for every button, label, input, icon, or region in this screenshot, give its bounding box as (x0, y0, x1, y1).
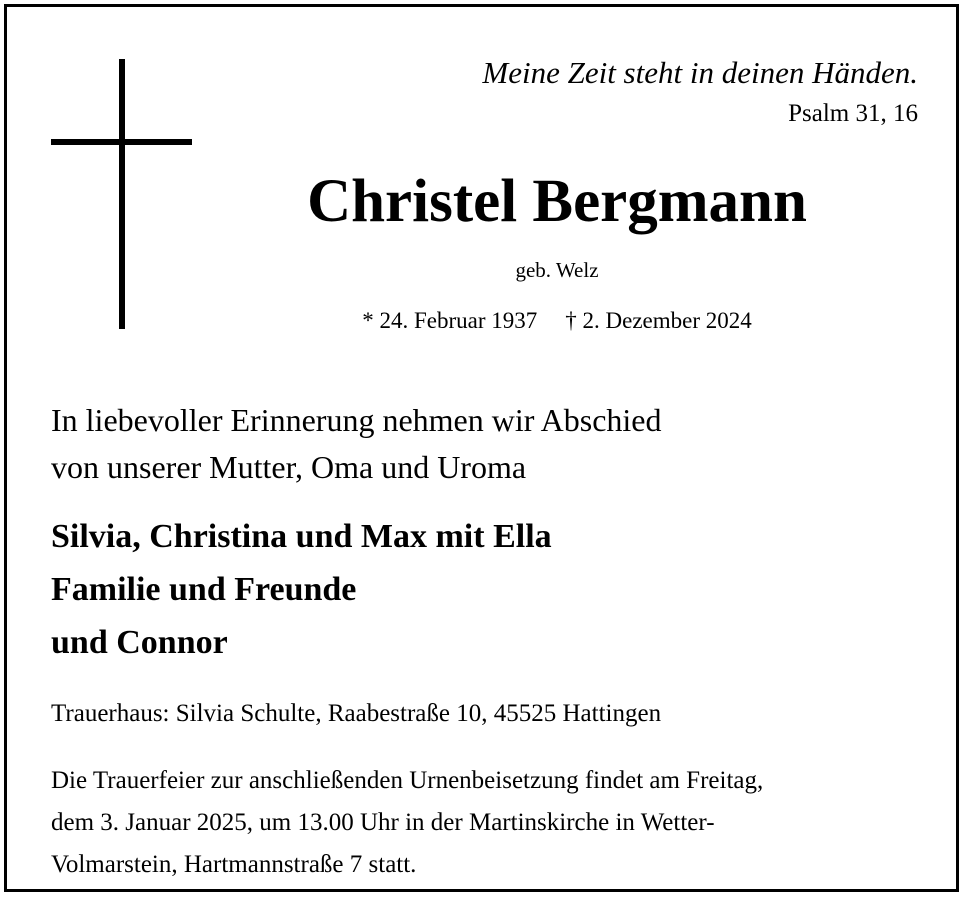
funeral-service-info (51, 760, 921, 886)
bible-verse: Meine Zeit steht in deinen Händen. (482, 55, 918, 90)
obituary-notice (4, 4, 959, 892)
mourners-list (51, 510, 552, 669)
cross-horizontal-bar (51, 139, 192, 145)
death-date: † 2. Dezember 2024 (565, 308, 752, 333)
mourner-line: und Connor (51, 624, 228, 661)
service-line: dem 3. Januar 2025, um 13.00 Uhr in der Martinskirche in Wetter- (51, 809, 715, 836)
deceased-name: Christel Bergmann (307, 168, 807, 235)
mourner-line: Familie und Freunde (51, 571, 357, 608)
service-line: Volmarstein, Hartmannstraße 7 statt. (51, 851, 417, 878)
cross-vertical-bar (119, 59, 125, 329)
intro-line: In liebevoller Erinnerung nehmen wir Abschied (51, 402, 662, 438)
service-line: Die Trauerfeier zur anschließenden Urnenbeisetzung findet am Freitag, (51, 767, 764, 794)
bible-reference: Psalm 31, 16 (788, 100, 918, 127)
life-dates (147, 308, 967, 334)
intro-text (51, 397, 661, 491)
mourning-house-address: Trauerhaus: Silvia Schulte, Raabestraße 10, 45525 Hattingen (51, 700, 662, 727)
birth-date: * 24. Februar 1937 (362, 308, 538, 333)
birth-name: geb. Welz (515, 258, 599, 282)
mourner-line: Silvia, Christina und Max mit Ella (51, 518, 552, 555)
intro-line: von unserer Mutter, Oma und Uroma (51, 449, 527, 485)
